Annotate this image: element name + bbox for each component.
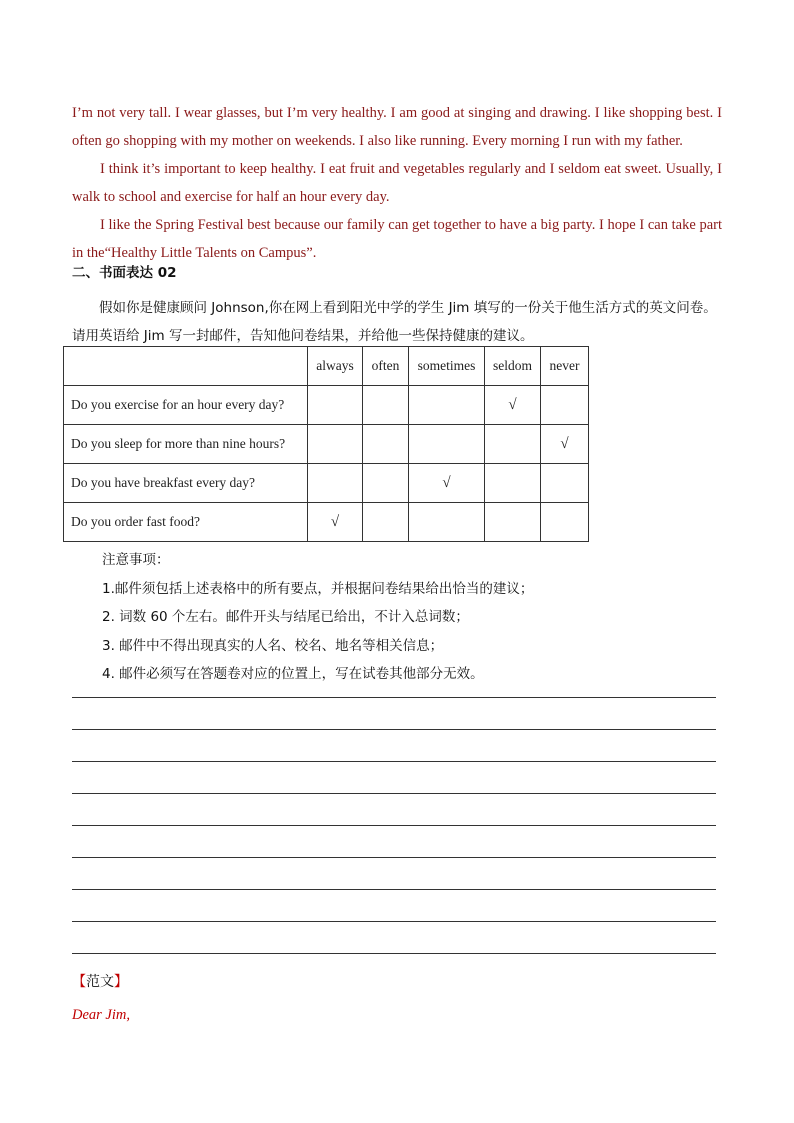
answer-cell (409, 503, 485, 542)
answer-cell: √ (485, 386, 541, 425)
header-always: always (308, 347, 363, 386)
task-prompt (72, 294, 727, 350)
answer-cell: √ (308, 503, 363, 542)
answer-lines (72, 697, 716, 985)
answer-cell (363, 386, 409, 425)
table-row (64, 503, 589, 542)
header-blank (64, 347, 308, 386)
header-sometimes: sometimes (409, 347, 485, 386)
answer-cell (541, 464, 589, 503)
answer-cell (308, 464, 363, 503)
survey-header-row (64, 347, 589, 386)
header-never: never (541, 347, 589, 386)
bracket-close: 】 (114, 974, 128, 990)
answer-line (72, 857, 716, 889)
answer-cell (363, 503, 409, 542)
answer-line (72, 889, 716, 921)
essay-paragraph-2: I think it’s important to keep healthy. I eat fruit and vegetables regularly and I seldom eat sweet. Usually, I walk to school and exercise for half an hour every day. (72, 161, 722, 205)
answer-cell (363, 464, 409, 503)
question-cell: Do you sleep for more than nine hours? (64, 425, 308, 464)
essay-paragraph-3: I like the Spring Festival best because our family can get together to have a big party. I hope I can take part in the“Healthy Little Talents on Campus”. (72, 217, 722, 261)
model-greeting: Dear Jim, (72, 1007, 130, 1023)
answer-cell (541, 386, 589, 425)
answer-cell (308, 425, 363, 464)
answer-cell (409, 386, 485, 425)
answer-cell (308, 386, 363, 425)
question-cell: Do you exercise for an hour every day? (64, 386, 308, 425)
prompt-line-2: 请用英语给 Jim 写一封邮件，告知他问卷结果，并给他一些保持健康的建议。 (72, 328, 534, 344)
model-essay-label (72, 971, 128, 991)
answer-cell (409, 425, 485, 464)
answer-line (72, 953, 716, 985)
header-seldom: seldom (485, 347, 541, 386)
notes (102, 546, 533, 689)
question-cell: Do you order fast food? (64, 503, 308, 542)
answer-cell: √ (541, 425, 589, 464)
question-cell: Do you have breakfast every day? (64, 464, 308, 503)
answer-cell (485, 464, 541, 503)
answer-line (72, 729, 716, 761)
note-item-2: 2. 词数 60 个左右。邮件开头与结尾已给出，不计入总词数； (102, 609, 469, 625)
header-often: often (363, 347, 409, 386)
answer-cell (485, 503, 541, 542)
answer-cell (541, 503, 589, 542)
model-label-text: 范文 (86, 974, 114, 990)
answer-line (72, 793, 716, 825)
note-item-1: 1.邮件须包括上述表格中的所有要点，并根据问卷结果给出恰当的建议； (102, 580, 534, 597)
bracket-open: 【 (72, 974, 86, 990)
answer-cell (363, 425, 409, 464)
answer-line (72, 697, 716, 729)
answer-line (72, 921, 716, 953)
prompt-line-1: 假如你是健康顾问 Johnson,你在网上看到阳光中学的学生 Jim 填写的一份关于他生活方式的英文问卷。 (99, 300, 717, 316)
note-item-4: 4. 邮件必须写在答题卷对应的位置上，写在试卷其他部分无效。 (102, 666, 484, 682)
table-row (64, 386, 589, 425)
answer-cell: √ (409, 464, 485, 503)
sample-essay (72, 99, 722, 267)
essay-paragraph-1: I’m not very tall. I wear glasses, but I’m very healthy. I am good at singing and drawing. I like shopping best. I often go shopping with my mother on weekends. I also like running. Every morning I run with my father. (72, 105, 722, 149)
survey-table (63, 346, 589, 542)
answer-cell (485, 425, 541, 464)
note-item-3: 3. 邮件中不得出现真实的人名、校名、地名等相关信息； (102, 637, 444, 654)
table-row (64, 464, 589, 503)
section-title: 二、书面表达 02 (72, 265, 177, 281)
notes-title: 注意事项： (102, 552, 170, 568)
table-row (64, 425, 589, 464)
answer-line (72, 825, 716, 857)
answer-line (72, 761, 716, 793)
